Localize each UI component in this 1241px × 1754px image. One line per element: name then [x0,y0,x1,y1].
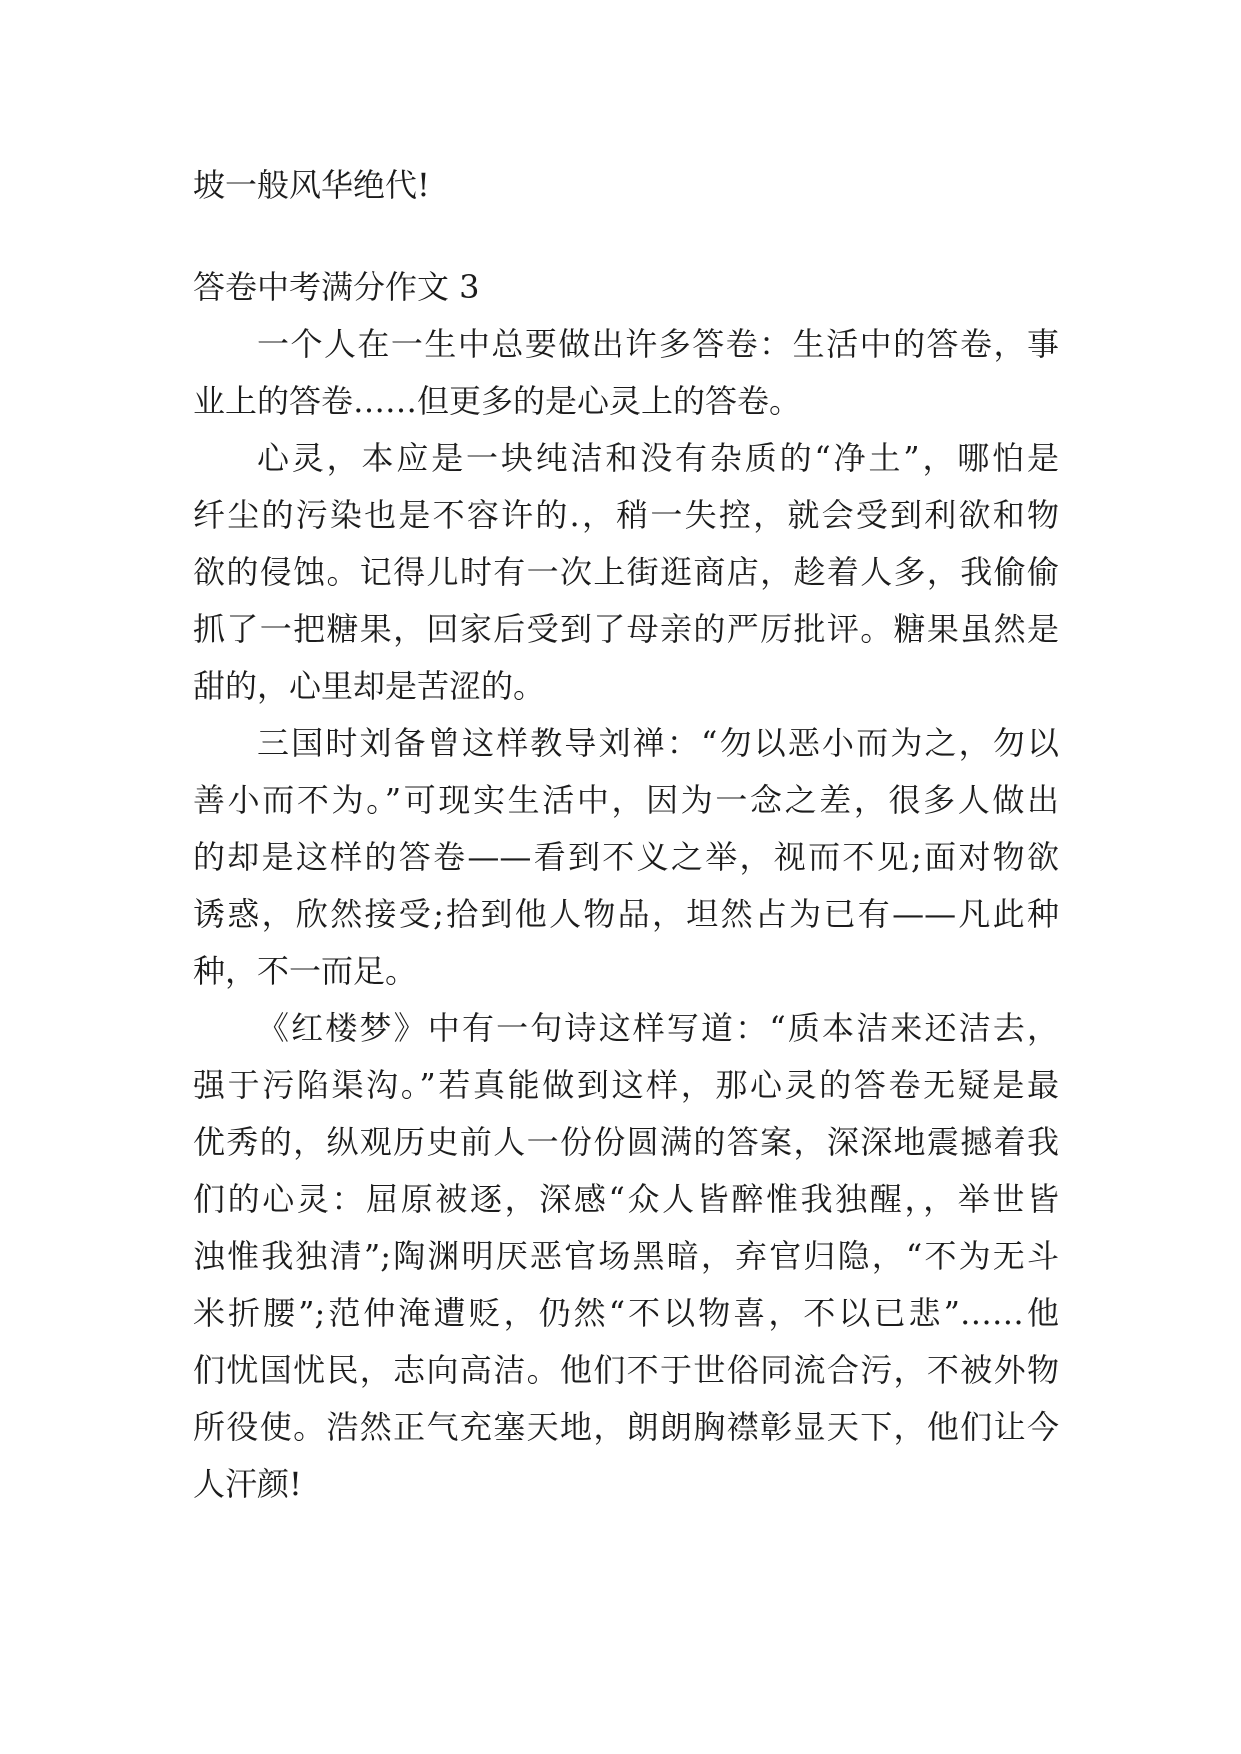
paragraph-line: 一个人在一生中总要做出许多答卷：生活中的答卷，事 [257,325,1059,363]
paragraph-line: 业上的答卷……但更多的是心灵上的答卷。 [193,382,802,420]
paragraph-line: 浊惟我独清”;陶渊明厌恶官场黑暗，弃官归隐，“不为无斗 [193,1237,1059,1275]
paragraph-line: 善小而不为。”可现实生活中，因为一念之差，很多人做出 [193,781,1059,819]
paragraph-4 [193,1000,1059,1513]
paragraph-line: 心灵，本应是一块纯洁和没有杂质的“净土”，哪怕是 [257,439,1059,477]
paragraph-line: 们的心灵：屈原被逐，深感“众人皆醉惟我独醒，，举世皆 [193,1180,1059,1218]
paragraph-line: 的却是这样的答卷——看到不义之举，视而不见;面对物欲 [193,838,1059,876]
section-gap [193,214,1059,259]
paragraph-line: 种，不一而足。 [193,952,418,990]
paragraph-2 [193,430,1059,715]
paragraph-line: 抓了一把糖果，回家后受到了母亲的严厉批评。糖果虽然是 [193,610,1059,648]
paragraph-line: 甜的，心里却是苦涩的。 [193,667,546,705]
paragraph-line: 纤尘的污染也是不容许的.，稍一失控，就会受到利欲和物 [193,496,1059,534]
paragraph-line: 三国时刘备曾这样教导刘禅：“勿以恶小而为之，勿以 [257,724,1059,762]
paragraph-line: 欲的侵蚀。记得儿时有一次上街逛商店，趁着人多，我偷偷 [193,553,1059,591]
essay-title: 答卷中考满分作文 3 [193,268,480,306]
paragraph-line: 强于污陷渠沟。”若真能做到这样，那心灵的答卷无疑是最 [193,1066,1059,1104]
paragraph-line: 们忧国忧民，志向高洁。他们不于世俗同流合污，不被外物 [193,1351,1059,1389]
continuation-line: 坡一般风华绝代! [193,166,430,204]
paragraph-line: 米折腰”;范仲淹遭贬，仍然“不以物喜，不以已悲”……他 [193,1294,1059,1332]
paragraph-3 [193,715,1059,1000]
paragraph-1 [193,316,1059,430]
paragraph-line: 人汗颜! [193,1465,302,1503]
paragraph-line: 所役使。浩然正气充塞天地，朗朗胸襟彰显天下，他们让今 [193,1408,1059,1446]
essay-body [193,157,1059,1513]
paragraph-line: 《红楼梦》中有一句诗这样写道：“质本洁来还洁去， [257,1009,1059,1047]
paragraph-line: 优秀的，纵观历史前人一份份圆满的答案，深深地震撼着我 [193,1123,1059,1161]
paragraph-line: 诱惑，欣然接受;拾到他人物品，坦然占为已有——凡此种 [193,895,1059,933]
